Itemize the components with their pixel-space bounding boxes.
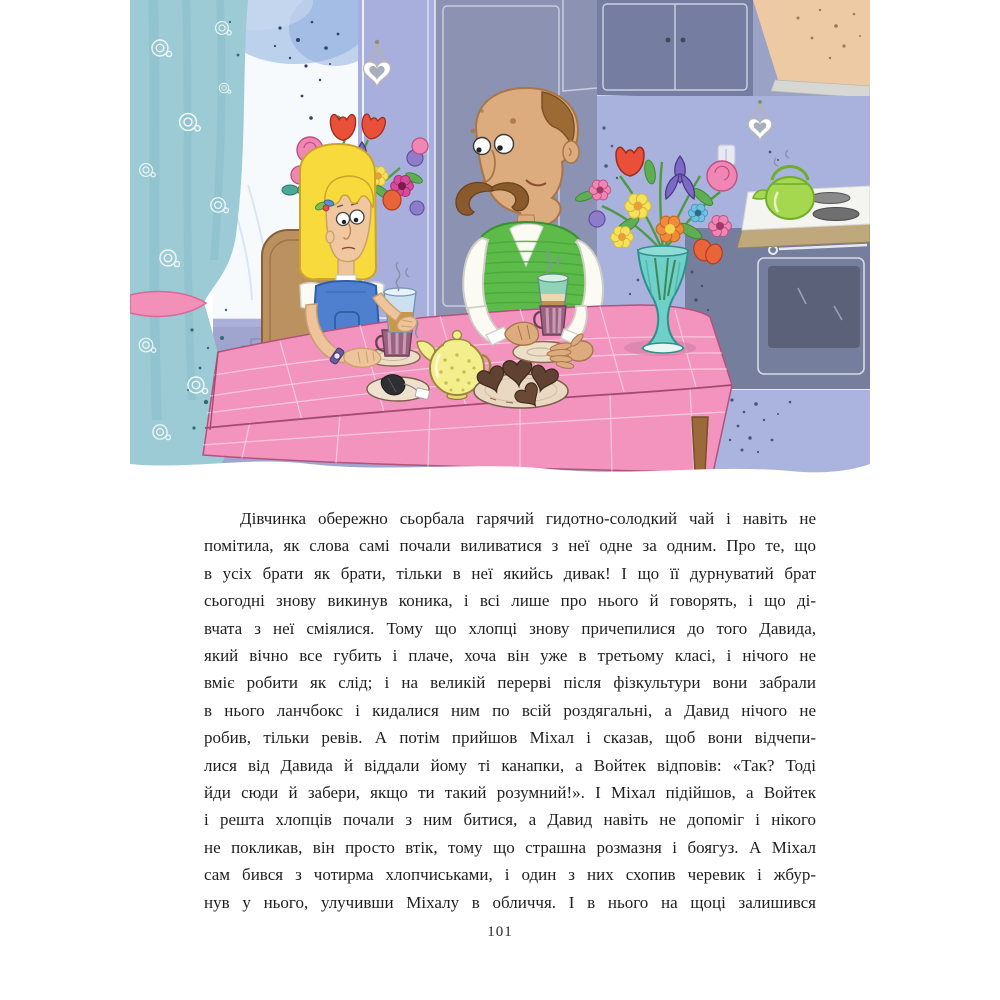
paragraph-line: помітила, як слова самі почали виливатися з неї одне за одним. Про те, що [204,536,816,556]
paragraph-line: сам бився з чотирма хлопчиськами, і один з них схопив черевик і жбур- [204,865,816,885]
paragraph-line: вміє робити як слід; і на великій перерві після фізкультури вони забрали [204,673,816,693]
paragraph-line: робив, тільки ревів. А потім прийшов Міхал і сказав, щоб вони відчепи- [204,728,816,748]
book-illustration [130,0,870,480]
paragraph-line: лися від Давида й віддали йому ті канапки, а Войтек відповів: «Так? Тоді [204,755,816,775]
burner-icon [810,193,850,204]
paragraph-line: нув у нього, улучивши Міхалу в обличчя. І в нього на щоці залишився [204,892,816,912]
paragraph-line: в усіх брати як брати, тільки в неї якийсь дивак! І що її дурнуватий брат [204,563,816,583]
paragraph-line: сьогодні знову викинув коника, і всі лише про нього й говорять, і що ді- [204,591,816,611]
burner-icon [813,208,859,221]
paragraph-line: вчата з неї сміялися. Тому що хлопці знову причепилися до того Давида, [204,618,816,638]
paragraph-line: який вічно все губить і плаче, хоча він уже в третьому класі, і нічого не [204,646,816,666]
paragraph-line: йди сюди й забери, якщо ти такий розумний!». І Міхал підійшов, а Войтек [204,783,816,803]
story-paragraph [204,505,816,916]
paragraph-line: в нього ланчбокс і кидалися ним по всій роздягальні, а Давид нічого не [204,700,816,720]
page-number: 101 [487,924,513,940]
table-leg [692,417,708,472]
paragraph-line: не покликав, він просто втік, тому що страшна розмазня і боягуз. А Міхал [204,837,816,857]
upper-cabinets [597,0,756,100]
paragraph-line: Дівчинка обережно сьорбала гарячий гидотно-солодкий чай і навіть не [240,509,816,528]
paragraph-line: і решта хлопців почали з ним битися, а Давид навіть не допоміг і нікого [204,810,816,830]
